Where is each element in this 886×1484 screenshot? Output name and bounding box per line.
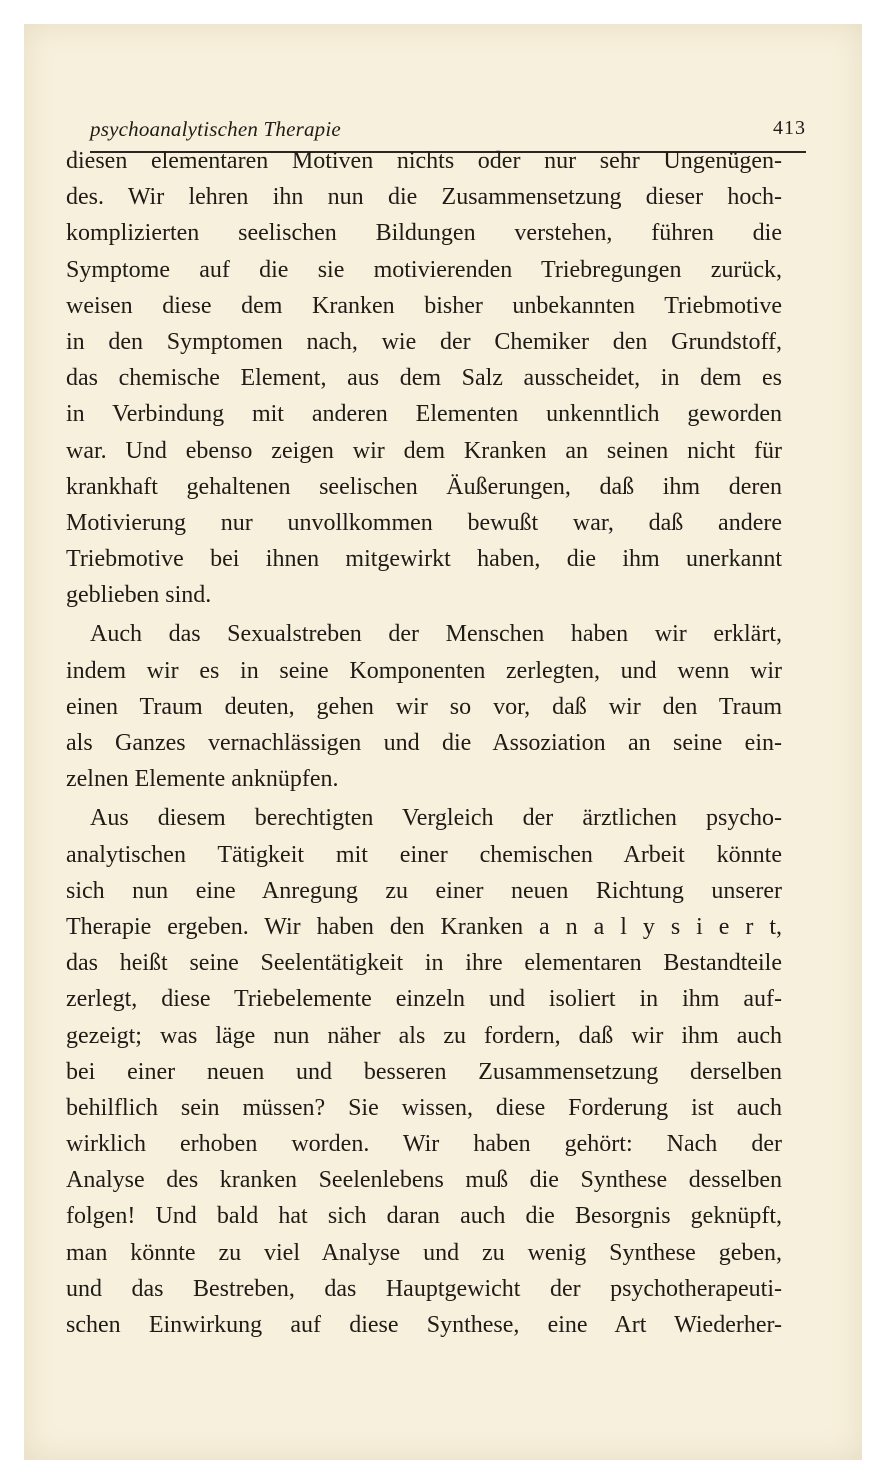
text-line: Analyse des kranken Seelenlebens muß die Synthese desselben [66, 1167, 782, 1194]
text-line: komplizierten seelischen Bildungen verstehen, führen die [66, 220, 782, 247]
text-line: das chemische Element, aus dem Salz ausscheidet, in dem es [66, 365, 782, 392]
text-line: Motivierung nur unvollkommen bewußt war, daß andere [66, 509, 782, 536]
text-line: das heißt seine Seelentätigkeit in ihre elementaren Bestandteile [66, 950, 782, 977]
text-line: schen Einwirkung auf diese Synthese, eine Art Wiederher- [66, 1312, 782, 1338]
text-line: und das Bestreben, das Hauptgewicht der psychotherapeuti- [66, 1275, 782, 1302]
text-line: zerlegt, diese Triebelemente einzeln und isoliert in ihm auf- [66, 986, 782, 1013]
text-line: in den Symptomen nach, wie der Chemiker den Grundstoff, [66, 328, 782, 355]
text-line: des. Wir lehren ihn nun die Zusammensetzung dieser hoch- [66, 184, 782, 211]
text-line: folgen! Und bald hat sich daran auch die Besorgnis geknüpft, [66, 1203, 782, 1230]
paragraph-2 [66, 616, 782, 797]
text-line: zelnen Elemente anknüpfen. [66, 766, 339, 793]
text-line: geblieben sind. [66, 582, 212, 609]
body-text [66, 143, 782, 1343]
text-line: Aus diesem berechtigten Vergleich der ärztlichen psycho- [90, 805, 782, 832]
text-line: gezeigt; was läge nun näher als zu fordern, daß wir ihm auch [66, 1022, 782, 1049]
text-line: Auch das Sexualstreben der Menschen haben wir erklärt, [90, 621, 782, 648]
running-title: psychoanalytischen Therapie [90, 117, 341, 141]
text-line: einen Traum deuten, gehen wir so vor, daß wir den Traum [66, 693, 782, 720]
text-line: wirklich erhoben worden. Wir haben gehört: Nach der [66, 1131, 782, 1158]
text-line: weisen diese dem Kranken bisher unbekannten Triebmotive [66, 292, 782, 319]
text-line: als Ganzes vernachlässigen und die Assoziation an seine ein- [66, 730, 782, 756]
text-line: bei einer neuen und besseren Zusammensetzung derselben [66, 1058, 782, 1085]
page-number: 413 [773, 117, 806, 139]
text-line: diesen elementaren Motiven nichts oder nur sehr Ungenügen- [66, 148, 782, 174]
text-line: behilflich sein müssen? Sie wissen, diese Forderung ist auch [66, 1094, 782, 1121]
paragraph-3 [66, 800, 782, 1343]
text-line: analytischen Tätigkeit mit einer chemischen Arbeit könnte [66, 841, 782, 868]
text-line: sich nun eine Anregung zu einer neuen Richtung unserer [66, 877, 782, 904]
text-line: indem wir es in seine Komponenten zerlegten, und wenn wir [66, 657, 782, 684]
paragraph-1 [66, 143, 782, 613]
text-line: in Verbindung mit anderen Elementen unkenntlich geworden [66, 401, 782, 428]
text-line: man könnte zu viel Analyse und zu wenig Synthese geben, [66, 1239, 782, 1266]
text-line: krankhaft gehaltenen seelischen Äußerungen, daß ihm deren [66, 473, 782, 500]
text-line: Therapie ergeben. Wir haben den Kranken a n a l y s i e r t, [66, 913, 782, 940]
text-line: war. Und ebenso zeigen wir dem Kranken an seinen nicht für [66, 437, 782, 464]
text-line: Triebmotive bei ihnen mitgewirkt haben, die ihm unerkannt [66, 546, 782, 573]
text-line: Symptome auf die sie motivierenden Triebregungen zurück, [66, 256, 782, 283]
